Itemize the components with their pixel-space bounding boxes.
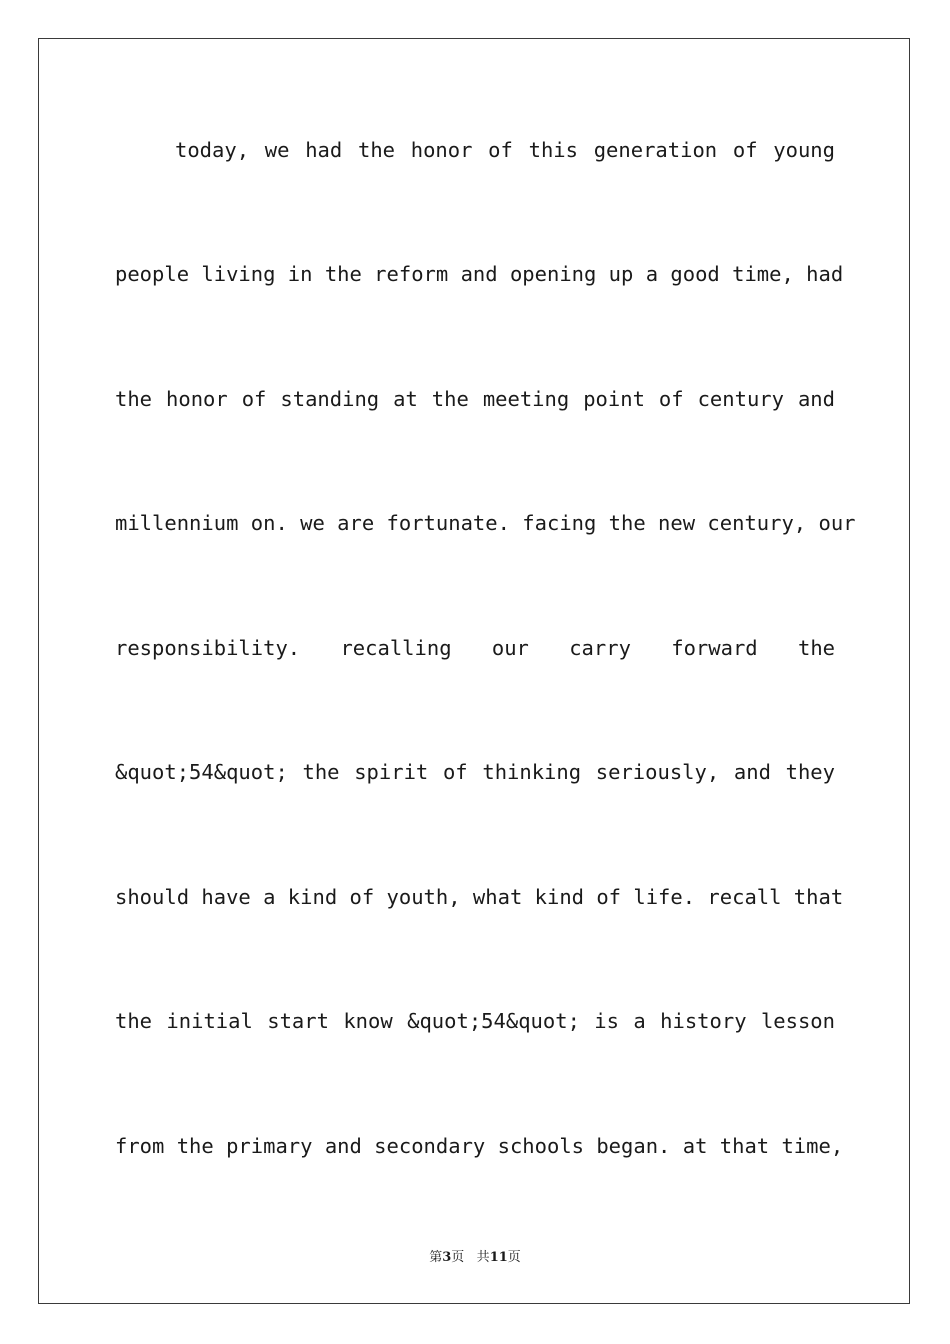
text-line-9: from the primary and secondary schools began. at that time, — [115, 1134, 844, 1158]
total-suffix: 页 — [507, 1250, 521, 1265]
page-footer — [0, 1246, 950, 1265]
page-total: 11 — [489, 1250, 508, 1265]
text-line-8: the initial start know &quot;54&quot; is a history lesson — [115, 1009, 835, 1033]
text-line-7: should have a kind of youth, what kind of life. recall that — [115, 885, 844, 909]
text-line-5: responsibility. recalling our carry forward the — [115, 636, 835, 660]
text-line-3: the honor of standing at the meeting point of century and — [115, 387, 835, 411]
page-current: 3 — [442, 1250, 452, 1265]
page-border — [38, 38, 910, 1304]
text-line-4: millennium on. we are fortunate. facing the new century, our — [115, 511, 856, 535]
text-line-2: people living in the reform and opening up a good time, had — [115, 262, 844, 286]
page-suffix: 页 — [451, 1250, 465, 1265]
text-line-6: &quot;54&quot; the spirit of thinking seriously, and they — [115, 760, 835, 784]
total-prefix: 共 — [476, 1250, 490, 1265]
text-line-1: today, we had the honor of this generation of young — [175, 138, 835, 162]
page-prefix: 第 — [429, 1250, 443, 1265]
